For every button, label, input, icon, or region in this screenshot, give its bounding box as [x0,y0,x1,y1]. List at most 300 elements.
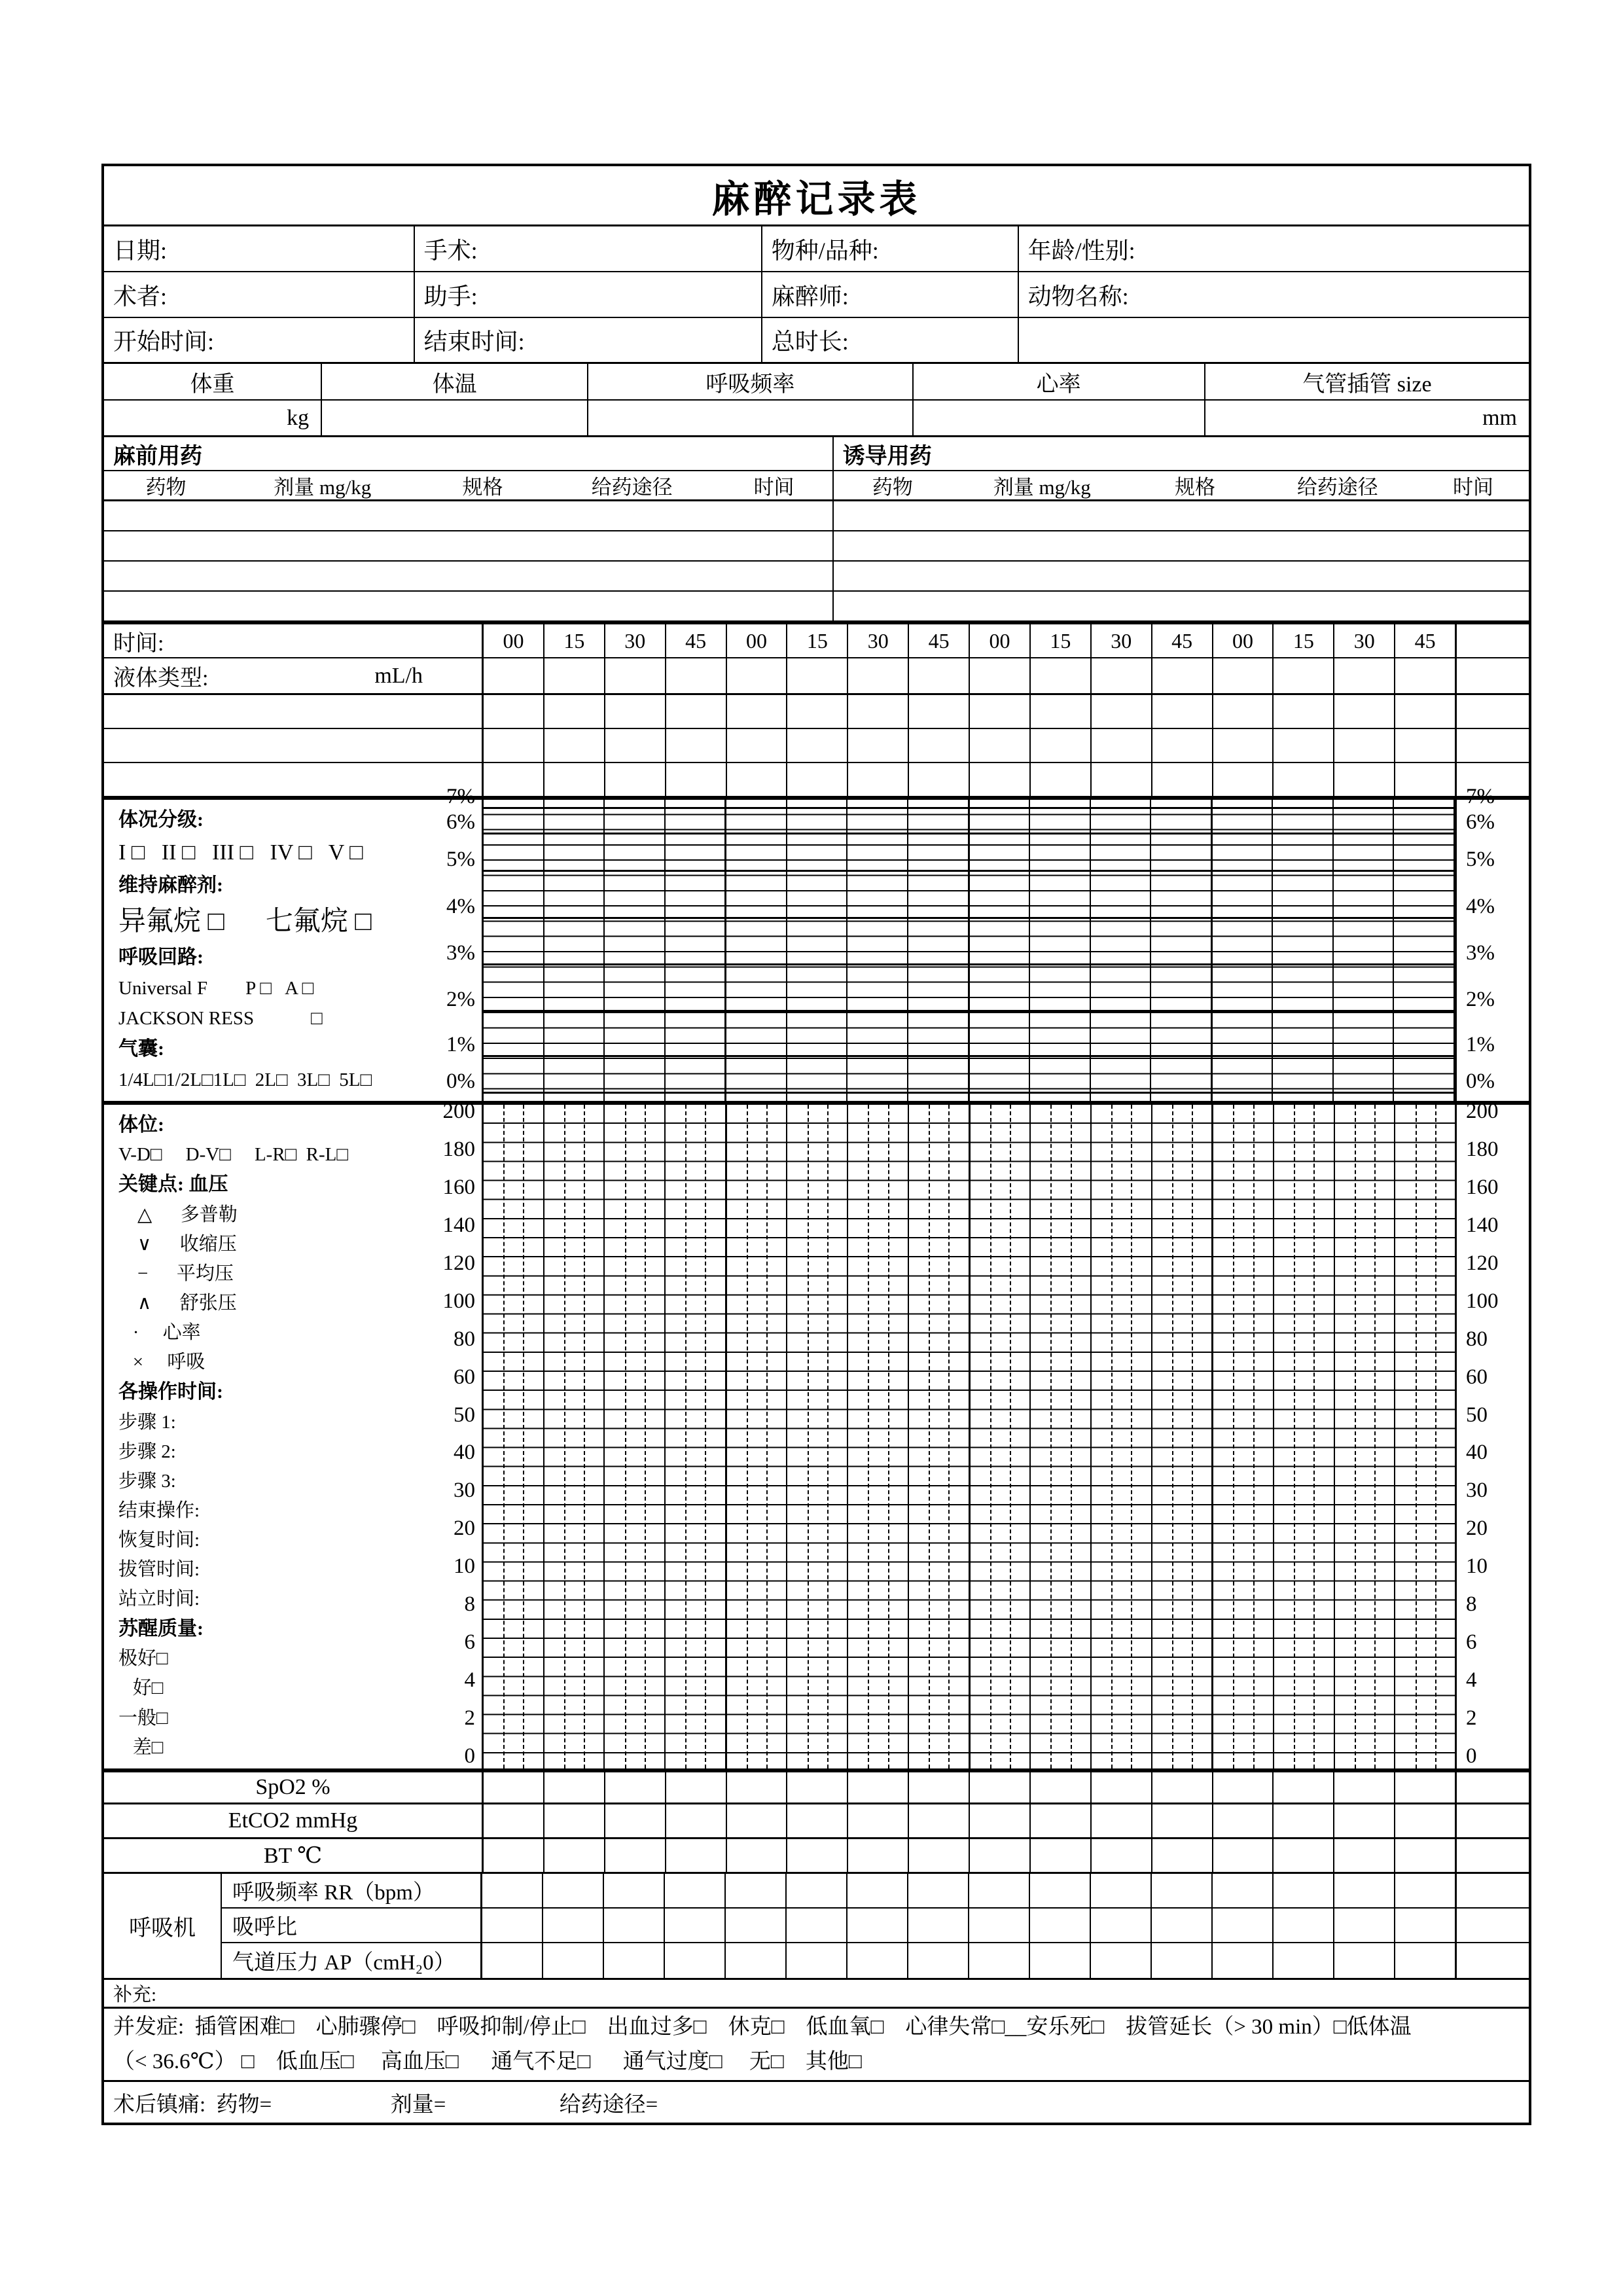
induction-col-drug: 药物 [872,476,913,499]
weight-value-cell[interactable]: kg [104,401,322,435]
sidebar-item[interactable]: V-D□ D-V□ L-R□ R-L□ [118,1144,348,1166]
grid-major-line [484,1055,1455,1057]
sidebar-item[interactable]: 结束操作: [118,1499,200,1521]
etco2-cell[interactable] [727,1804,788,1837]
start-time-field[interactable]: 开始时间: [104,318,415,362]
fluid-cells [484,658,1457,693]
rr-cell[interactable] [726,1874,787,1907]
entry-row-label-cell[interactable] [104,729,484,762]
induction-col-dose: 剂量 mg/kg [993,476,1091,499]
sidebar-item[interactable]: I □ II □ III □ IV □ V □ [118,840,363,865]
sidebar-item[interactable]: 气囊: [118,1038,164,1060]
rr-cell[interactable] [1334,1874,1395,1907]
induction-entry-row[interactable] [834,501,1529,530]
ie-ratio-cell[interactable] [726,1909,787,1942]
respiratory-rate-value-cell[interactable] [588,401,913,435]
rr-cell[interactable] [847,1874,908,1907]
spo2-cell[interactable] [727,1772,788,1803]
age-sex-field[interactable]: 年龄/性别: [1027,237,1135,264]
rr-cell[interactable] [908,1874,969,1907]
bt-cells [484,1839,1457,1872]
entry-end-cell[interactable] [1457,729,1529,762]
bt-cell[interactable] [605,1839,666,1872]
airway-pressure-cell[interactable] [969,1943,1030,1978]
bt-cell[interactable] [727,1839,788,1872]
date-field[interactable]: 日期: [104,226,415,271]
entry-row [104,763,1529,797]
numeric-grid[interactable] [484,1105,1457,1768]
numeric-axis-label: 160 [1466,1175,1499,1199]
etco2-cell[interactable] [666,1804,727,1837]
rr-cell[interactable] [1091,1874,1152,1907]
time-tick-cell[interactable]: 30 [1092,624,1152,657]
fluid-entry-cell[interactable] [1031,658,1092,693]
spo2-end-cell[interactable] [1457,1772,1529,1803]
fluid-entry-cell[interactable] [970,658,1031,693]
spo2-cells [484,1772,1457,1803]
entry-row-label-cell[interactable] [104,695,484,728]
bt-cell[interactable] [484,1839,544,1872]
spo2-cell[interactable] [787,1772,848,1803]
end-time-field[interactable]: 结束时间: [415,318,762,362]
grid-column [1274,1105,1335,1768]
airway-pressure-cell[interactable] [787,1943,847,1978]
entry-cell[interactable] [1092,729,1152,762]
rr-cell[interactable] [787,1874,847,1907]
bt-cell[interactable] [544,1839,605,1872]
grid-major-line [484,963,1455,965]
entry-cell[interactable] [1031,763,1092,796]
fluid-entry-cell[interactable] [484,658,544,693]
numeric-axis-label: 160 [442,1175,475,1199]
spo2-cell[interactable] [666,1772,727,1803]
airway-pressure-end-cell[interactable] [1457,1943,1529,1978]
grid-column [1092,1105,1152,1768]
sidebar-item[interactable]: ∧ 舒张压 [118,1292,237,1314]
entry-cell[interactable] [1152,729,1213,762]
sidebar-item[interactable]: 维持麻醉剂: [118,874,223,897]
entry-cell[interactable] [970,729,1031,762]
entry-cell[interactable] [970,695,1031,728]
time-tick-cell[interactable]: 00 [484,624,544,657]
spo2-cell[interactable] [1031,1772,1092,1803]
fluid-entry-cell[interactable] [1395,658,1455,693]
percent-grid[interactable] [484,800,1457,1101]
sidebar-item[interactable]: Universal F P □ A □ [118,977,314,999]
fluid-entry-cell[interactable] [544,658,605,693]
etco2-cell[interactable] [605,1804,666,1837]
numeric-axis-label: 30 [1466,1479,1488,1503]
rr-cell[interactable] [969,1874,1030,1907]
etco2-cell[interactable] [1031,1804,1092,1837]
entry-cell[interactable] [787,729,848,762]
entry-cell[interactable] [605,763,666,796]
sidebar-item[interactable]: 步骤 1: [118,1411,176,1433]
time-tick-cell[interactable]: 30 [1334,624,1395,657]
entry-cell[interactable] [727,763,788,796]
airway-pressure-cell[interactable] [1334,1943,1395,1978]
time-tick-cell[interactable]: 30 [848,624,909,657]
numeric-axis-label: 80 [454,1327,475,1351]
ie-ratio-cell[interactable] [543,1909,604,1942]
ie-ratio-cell[interactable] [908,1909,969,1942]
premed-entry-row[interactable] [104,531,834,560]
ie-ratio-cell[interactable] [1274,1909,1334,1942]
etco2-cell[interactable] [909,1804,970,1837]
numeric-axis-label: 10 [454,1554,475,1579]
spo2-cell[interactable] [544,1772,605,1803]
fluid-entry-cell[interactable] [605,658,666,693]
spo2-cell[interactable] [1395,1772,1455,1803]
bt-cell[interactable] [1395,1839,1455,1872]
entry-cell[interactable] [544,729,605,762]
entry-cell[interactable] [666,695,727,728]
sidebar-item[interactable]: 体位: [118,1114,164,1136]
grid-major-line [484,1092,1455,1094]
bt-cell[interactable] [1334,1839,1395,1872]
sidebar-item[interactable]: − 平均压 [118,1263,234,1284]
entry-cell[interactable] [666,763,727,796]
entry-cell[interactable] [1274,763,1334,796]
bt-cell[interactable] [1031,1839,1092,1872]
complications-row [104,2009,1529,2082]
rr-cell[interactable] [604,1874,665,1907]
airway-pressure-cell[interactable] [1274,1943,1334,1978]
spo2-cell[interactable] [909,1772,970,1803]
ie-ratio-end-cell[interactable] [1457,1909,1529,1942]
entry-cell[interactable] [787,695,848,728]
vitals-trend-chart [104,1099,1529,1770]
time-tick-cell[interactable]: 45 [666,624,727,657]
sidebar-item[interactable]: 一般□ [118,1707,168,1729]
entry-cell[interactable] [1152,763,1213,796]
bt-cell[interactable] [1152,1839,1213,1872]
airway-pressure-cell[interactable] [1091,1943,1152,1978]
rr-cell[interactable] [665,1874,726,1907]
ie-ratio-cell[interactable] [604,1909,665,1942]
time-tick-cell[interactable]: 00 [1213,624,1274,657]
etco2-cell[interactable] [1274,1804,1334,1837]
bt-cell[interactable] [787,1839,848,1872]
complications-line-2[interactable]: （< 36.6℃） □ 低血压□ 高血压□ 通气不足□ 通气过度□ 无□ 其他□ [113,2049,862,2073]
sidebar-item[interactable]: 关键点: 血压 [118,1174,228,1196]
ie-ratio-cell[interactable] [665,1909,726,1942]
bt-cell[interactable] [666,1839,727,1872]
fluid-entry-cell[interactable] [1213,658,1274,693]
entry-cell[interactable] [848,729,909,762]
title-row [104,166,1529,226]
sidebar-item[interactable]: 步骤 2: [118,1441,176,1462]
etco2-cell[interactable] [1213,1804,1274,1837]
percent-axis-label: 5% [1466,848,1495,872]
airway-pressure-cell[interactable] [908,1943,969,1978]
grid-major-line [484,917,1455,919]
spo2-label: SpO2 % [104,1772,484,1803]
percent-axis-label: 1% [1466,1033,1495,1057]
bt-label: BT ℃ [104,1839,484,1872]
entry-cell[interactable] [727,695,788,728]
fluid-entry-cell[interactable] [909,658,970,693]
spo2-cell[interactable] [970,1772,1031,1803]
premed-entry-row[interactable] [104,562,834,590]
time-tick-cell[interactable]: 45 [1414,628,1436,653]
drug-row [104,562,1529,592]
fluid-entry-cell[interactable] [848,658,909,693]
grid-column [605,1105,666,1768]
sidebar-item[interactable]: ∨ 收缩压 [118,1233,237,1255]
sidebar-item[interactable]: 恢复时间: [118,1529,200,1551]
supplement-row[interactable]: 补充: [104,1980,1529,2009]
species-field[interactable]: 物种/品种: [762,226,1019,271]
entry-end-cell[interactable] [1457,695,1529,728]
sidebar-item[interactable]: · 心率 [118,1322,201,1344]
entry-cell[interactable] [787,763,848,796]
fluid-entry-cell[interactable] [787,658,848,693]
entry-cell[interactable] [1395,695,1455,728]
rr-cell[interactable] [1395,1874,1455,1907]
sidebar-item[interactable]: △ 多普勒 [118,1204,238,1225]
induction-entry-row[interactable] [834,562,1529,590]
entry-cell[interactable] [666,729,727,762]
ie-ratio-cell[interactable] [1091,1909,1152,1942]
airway-pressure-cell[interactable] [604,1943,665,1978]
numeric-axis-label: 4 [464,1668,475,1693]
sidebar-item[interactable]: JACKSON RESS □ [118,1007,323,1029]
time-tick-cell[interactable]: 15 [544,624,605,657]
heart-rate-value-cell[interactable] [914,401,1205,435]
total-duration-field[interactable]: 总时长: [762,318,1019,362]
rr-cell[interactable] [482,1874,543,1907]
fluid-entry-cell[interactable] [727,658,788,693]
rr-cell[interactable] [1213,1874,1274,1907]
fluid-entry-cell[interactable] [1334,658,1395,693]
ie-ratio-cell[interactable] [1395,1909,1455,1942]
time-tick-cell[interactable]: 00 [727,624,788,657]
numeric-axis-label: 6 [464,1630,475,1655]
rr-cell[interactable] [1274,1874,1334,1907]
fluid-entry-cell[interactable] [1274,658,1334,693]
entry-cell[interactable] [970,763,1031,796]
etco2-end-cell[interactable] [1457,1804,1529,1837]
premed-col-dose: 剂量 mg/kg [274,476,372,499]
spo2-cell[interactable] [605,1772,666,1803]
sidebar-item[interactable]: 步骤 3: [118,1470,176,1492]
ie-ratio-cell[interactable] [969,1909,1030,1942]
time-tick-cell[interactable]: 15 [1031,624,1092,657]
ie-ratio-cell[interactable] [1152,1909,1213,1942]
entry-cell[interactable] [1213,729,1274,762]
sidebar-item[interactable]: 极好□ [118,1648,168,1670]
rr-cell[interactable] [1030,1874,1091,1907]
temperature-value-cell[interactable] [322,401,588,435]
complications-line-1[interactable]: 并发症: 插管困难□ 心肺骤停□ 呼吸抑制/停止□ 出血过多□ 休克□ 低血氧□ 心律失常□__安乐死□ 拔管延长（> 30 min）□低体温 [113,2015,1412,2039]
anesthetist-field[interactable]: 麻醉师: [762,272,1019,317]
sidebar-item[interactable]: 站立时间: [118,1588,200,1609]
entry-cell[interactable] [605,695,666,728]
entry-cell[interactable] [484,763,544,796]
fluid-entry-cell[interactable] [1092,658,1152,693]
etco2-cell[interactable] [970,1804,1031,1837]
entry-cell[interactable] [1395,729,1455,762]
rr-cell[interactable] [543,1874,604,1907]
entry-cell[interactable] [544,695,605,728]
airway-pressure-cell[interactable] [1395,1943,1455,1978]
drug-row [104,501,1529,531]
bt-cell[interactable] [970,1839,1031,1872]
numeric-axis-label: 80 [1466,1327,1488,1351]
rr-end-cell[interactable] [1457,1874,1529,1907]
sidebar-item[interactable]: 各操作时间: [118,1381,223,1403]
etco2-cell[interactable] [1334,1804,1395,1837]
etco2-cell[interactable] [1152,1804,1213,1837]
animal-name-field[interactable]: 动物名称: [1027,283,1129,310]
entry-cells [484,695,1457,728]
bt-cell[interactable] [1274,1839,1334,1872]
bt-cell[interactable] [1092,1839,1152,1872]
numeric-axis-label: 10 [1466,1554,1488,1579]
sidebar-item[interactable]: 好□ [118,1677,164,1699]
entry-cell[interactable] [605,729,666,762]
ie-ratio-cell[interactable] [1334,1909,1395,1942]
entry-cell[interactable] [484,695,544,728]
entry-cell[interactable] [1213,763,1274,796]
sidebar-item[interactable]: 苏醒质量: [118,1618,204,1640]
bt-cell[interactable] [909,1839,970,1872]
etco2-cell[interactable] [484,1804,544,1837]
fluid-end-cell[interactable] [1457,658,1529,693]
etco2-cell[interactable] [1395,1804,1455,1837]
percent-axis-label: 0% [1466,1069,1495,1093]
sidebar-item[interactable]: 拔管时间: [118,1558,200,1580]
numeric-axis-label: 180 [1466,1137,1499,1161]
drug-column-headers [104,471,1529,501]
entry-cell[interactable] [909,729,970,762]
airway-pressure-cell[interactable] [1213,1943,1274,1978]
spo2-cell[interactable] [848,1772,909,1803]
ie-ratio-cell[interactable] [482,1909,543,1942]
bt-row [104,1839,1529,1874]
postop-analgesia-row[interactable]: 术后镇痛: 药物= 剂量= 给药途径= [113,2092,658,2117]
sidebar-item[interactable]: 差□ [118,1736,164,1758]
entry-cell[interactable] [1152,695,1213,728]
entry-cell[interactable] [1092,695,1152,728]
entry-cell[interactable] [1334,729,1395,762]
entry-cell[interactable] [909,695,970,728]
grid-column [544,1105,605,1768]
timeline-row [104,622,1529,658]
etco2-cell[interactable] [787,1804,848,1837]
entry-cell[interactable] [1031,729,1092,762]
percent-axis-right [1457,784,1529,1101]
entry-cell[interactable] [1274,695,1334,728]
entry-cell[interactable] [484,729,544,762]
entry-cell[interactable] [727,729,788,762]
airway-pressure-cell[interactable] [543,1943,604,1978]
sidebar-item[interactable]: 异氟烷 □ 七氟烷 □ [118,906,372,937]
sidebar-item[interactable]: 体况分级: [118,809,204,831]
airway-pressure-cell[interactable] [1030,1943,1091,1978]
premed-entry-row[interactable] [104,592,834,620]
entry-cell[interactable] [1334,763,1395,796]
entry-row-label-cell[interactable] [104,763,484,796]
bt-cell[interactable] [848,1839,909,1872]
spo2-cell[interactable] [1152,1772,1213,1803]
percent-axis-label: 2% [1466,988,1495,1012]
time-tick-cell[interactable]: 00 [970,624,1031,657]
airway-pressure-cell[interactable] [482,1943,543,1978]
info-row-3 [104,318,1529,364]
timeline-end-cell[interactable] [1457,624,1529,657]
sidebar-item[interactable]: 1/4L□1/2L□1L□ 2L□ 3L□ 5L□ [118,1069,372,1090]
time-tick-cell[interactable]: 15 [1274,624,1334,657]
spo2-cell[interactable] [484,1772,544,1803]
entry-cell[interactable] [544,763,605,796]
grid-column [1152,1105,1214,1768]
info-empty-cell[interactable] [1019,318,1529,362]
entry-cell[interactable] [1031,695,1092,728]
entry-cell[interactable] [1213,695,1274,728]
bt-end-cell[interactable] [1457,1839,1529,1872]
entry-cell[interactable] [848,763,909,796]
numeric-axis-label: 180 [442,1137,475,1161]
fluid-type-label: 液体类型: [113,666,209,691]
time-tick-cell[interactable]: 15 [787,624,848,657]
premed-col-route: 给药途径 [591,476,673,499]
etco2-cell[interactable] [1092,1804,1152,1837]
entry-cell[interactable] [1334,695,1395,728]
spo2-cell[interactable] [1274,1772,1334,1803]
airway-pressure-cell[interactable] [726,1943,787,1978]
airway-pressure-cell[interactable] [847,1943,908,1978]
rr-cell[interactable] [1152,1874,1213,1907]
time-tick-cell[interactable]: 30 [605,624,666,657]
percent-sidebar-column [104,784,484,1101]
grid-column [1213,1105,1274,1768]
fluid-entry-cell[interactable] [1152,658,1213,693]
entry-cell[interactable] [1395,763,1455,796]
airway-pressure-cell[interactable] [665,1943,726,1978]
induction-entry-row[interactable] [834,531,1529,560]
spo2-cell[interactable] [1092,1772,1152,1803]
time-tick-cell[interactable]: 45 [909,624,970,657]
ie-ratio-cell[interactable] [1030,1909,1091,1942]
et-tube-size-value-cell[interactable]: mm [1482,405,1517,430]
ie-ratio-cell[interactable] [1213,1909,1274,1942]
spo2-cell[interactable] [1213,1772,1274,1803]
sidebar-item[interactable]: 呼吸回路: [118,946,204,969]
surgery-field[interactable]: 手术: [415,226,762,271]
etco2-cell[interactable] [848,1804,909,1837]
entry-cell[interactable] [1092,763,1152,796]
surgeon-field[interactable]: 术者: [104,272,415,317]
time-tick-cell[interactable]: 45 [1152,624,1213,657]
entry-cell[interactable] [909,763,970,796]
sidebar-item[interactable]: × 呼吸 [118,1352,205,1373]
assistant-field[interactable]: 助手: [415,272,762,317]
ie-ratio-cell[interactable] [787,1909,847,1942]
airway-pressure-cell[interactable] [1152,1943,1213,1978]
spo2-cell[interactable] [1334,1772,1395,1803]
entry-cell[interactable] [848,695,909,728]
etco2-cell[interactable] [544,1804,605,1837]
temperature-header: 体温 [322,364,588,399]
entry-cell[interactable] [1274,729,1334,762]
ie-ratio-cell[interactable] [847,1909,908,1942]
induction-entry-row[interactable] [834,592,1529,620]
premed-entry-row[interactable] [104,501,834,530]
bt-cell[interactable] [1213,1839,1274,1872]
fluid-entry-cell[interactable] [666,658,727,693]
